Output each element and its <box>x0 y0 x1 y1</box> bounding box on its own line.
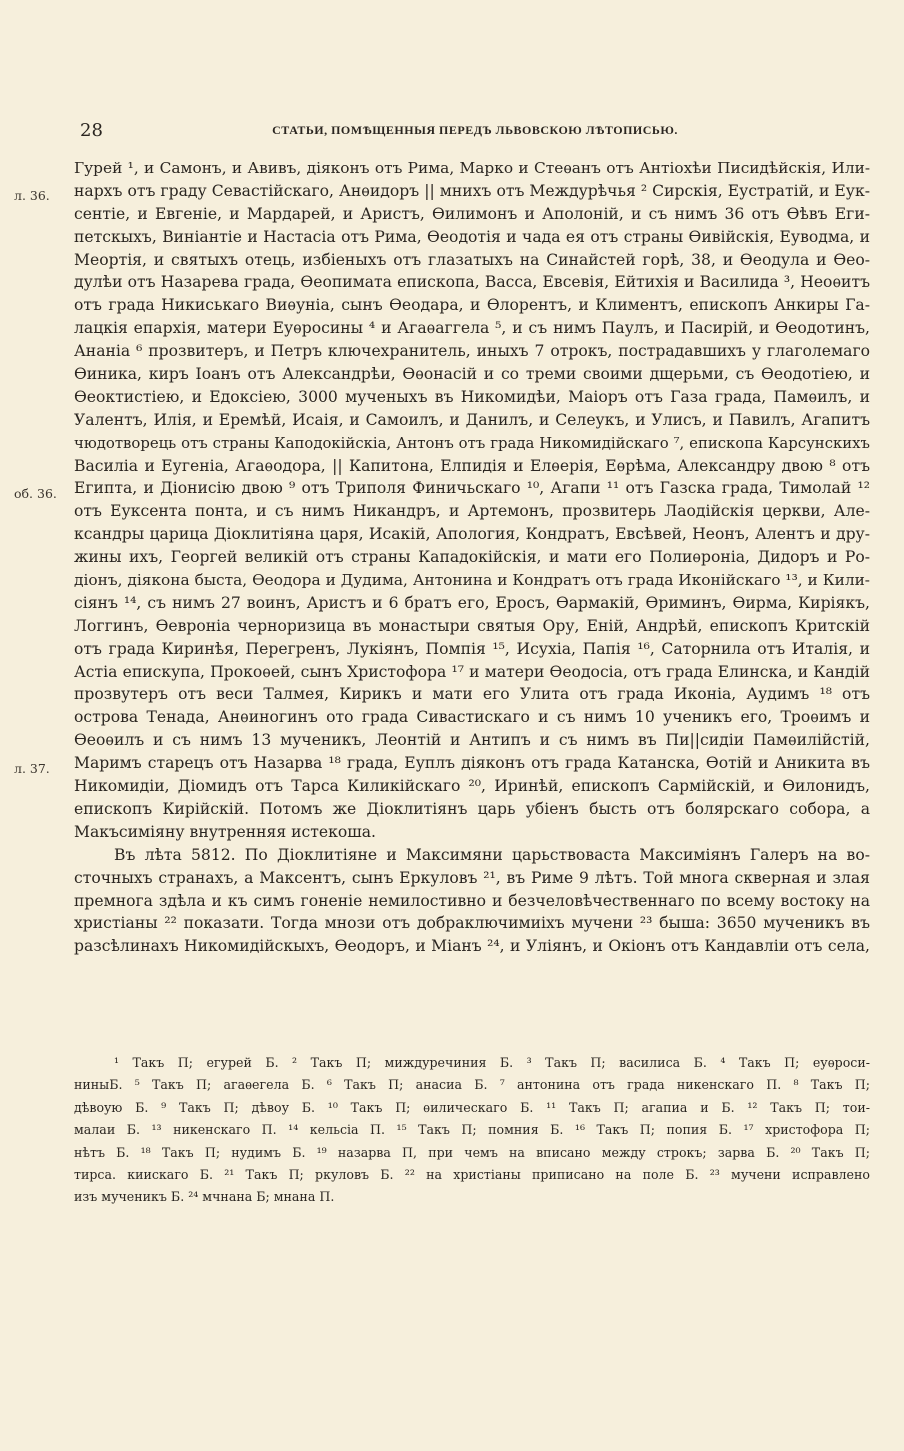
text-line: прозвутеръ отъ веси Талмея, Кирикъ и мати его Улита отъ града Иконіа, Аудимъ ¹⁸ отъ <box>74 685 870 704</box>
text-line: разсѣлинахъ Никомидійскыхъ, Ѳеодоръ, и Міанъ ²⁴, и Уліянъ, и Окіонъ отъ Кандавліи отъ села, <box>74 937 870 956</box>
margin-note-folio: л. 37. <box>14 761 50 776</box>
text-line: Макъсиміяну внутренняя истекоша. <box>74 822 377 841</box>
text-line: премнога здѣла и къ симъ гоненіе немилостивно и безчеловѣчественнаго по всему востоку на <box>74 891 870 910</box>
text-line: лацкія епархія, матери Еуѳросины ⁴ и Агаѳаггела ⁵, и съ нимъ Паулъ, и Пасирій, и Ѳеодотинъ, <box>74 319 870 338</box>
running-title: СТАТЬИ, ПОМѢЩЕННЫЯ ПЕРЕДЪ ЛЬВОВСКОЮ ЛѢТОПИСЬЮ. <box>272 123 678 137</box>
text-line: сентіе, и Евгеніе, и Мардарей, и Аристъ, Ѳилимонъ и Аполоній, и съ нимъ 36 отъ Ѳѣвъ Еги- <box>74 204 870 223</box>
main-text <box>74 157 870 958</box>
text-line: сточныхъ странахъ, а Максентъ, сынъ Еркуловъ ²¹, въ Риме 9 лѣтъ. Той многа скверная и злая <box>74 868 870 887</box>
text-line: Меортія, и святыхъ отець, избіеныхъ отъ глазатыхъ на Синайстей горѣ, 38, и Ѳеодула и Ѳео- <box>74 250 870 269</box>
text-line: Василіа и Еугеніа, Агаѳодора, || Капитона, Елпидія и Елѳерія, Еѳрѣма, Александру двою ⁸ отъ <box>74 456 870 475</box>
text-line: жины ихъ, Георгей великій отъ страны Кападокійскія, и мати его Полиѳроніа, Дидоръ и Ро- <box>74 548 870 567</box>
text-line: діонъ, діякона быста, Ѳеодора и Дудима, Антонина и Кондратъ отъ града Иконійскаго ¹³, и Кили- <box>74 571 870 590</box>
footnote-line: изъ мученикъ Б. ²⁴ мчнана Б; мнана П. <box>74 1189 335 1205</box>
text-line: отъ града Киринѣя, Перегренъ, Лукіянъ, Помпія ¹⁵, Исухіа, Папія ¹⁶, Саторнила отъ Италія, и <box>74 639 870 658</box>
footnote-line: ¹ Такъ П; егурей Б. ² Такъ П; миждуречиния Б. ³ Такъ П; василиса Б. ⁴ Такъ П; еуѳроси- <box>114 1055 870 1070</box>
footnote-line: дѣвоую Б. ⁹ Такъ П; дѣвоу Б. ¹⁰ Такъ П; ѳилическаго Б. ¹¹ Такъ П; агапиа и Б. ¹² Такъ П; тои- <box>74 1099 870 1115</box>
page-header <box>80 120 870 144</box>
text-line: чюдотворець отъ страны Каподокійскіа, Антонъ отъ града Никомидійскаго ⁷, епископа Карсунскихъ <box>74 433 870 452</box>
footnote-line: малаи Б. ¹³ никенскаго П. ¹⁴ кельсіа П. ¹⁵ Такъ П; помния Б. ¹⁶ Такъ П; попия Б. ¹⁷ христофора П; <box>74 1122 870 1138</box>
footnote-line: нѣтъ Б. ¹⁸ Такъ П; нудимъ Б. ¹⁹ назарва П, при чемъ на вписано между строкъ; зарва Б. ²⁰ Такъ П; <box>74 1144 870 1160</box>
text-line: Ѳеоѳилъ и съ нимъ 13 мученикъ, Леонтій и Антипъ и съ нимъ въ Пи||сидіи Памѳилійстій, <box>74 731 870 750</box>
text-line: отъ града Никиськаго Виѳуніа, сынъ Ѳеодара, и Ѳлорентъ, и Климентъ, епископъ Анкиры Га- <box>74 296 870 315</box>
text-line: Маримъ старецъ отъ Назарва ¹⁸ града, Еуплъ діяконъ отъ града Катанска, Ѳотій и Аникита въ <box>74 754 870 773</box>
text-line: острова Тенада, Анѳиногинъ ото града Сивастискаго и съ нимъ 10 ученикъ его, Троѳимъ и <box>74 708 870 727</box>
text-line: ксандры царица Діоклитіяна царя, Исакій, Апология, Кондратъ, Евсѣвей, Неонъ, Алентъ и дру- <box>74 525 870 544</box>
text-line: христіаны ²² показати. Тогда мнози отъ добраключимиіхъ мучени ²³ быша: 3650 мученикъ въ <box>74 914 870 933</box>
page-number: 28 <box>80 120 103 141</box>
margin-note-folio: об. 36. <box>14 486 57 501</box>
text-line: петскыхъ, Виніантіе и Настасіа отъ Рима, Ѳеодотія и чада ея отъ страны Ѳивійскія, Еуводма, и <box>74 227 870 246</box>
text-line: Ананіа ⁶ прозвитеръ, и Петръ ключехранитель, иныхъ 7 отрокъ, пострадавшихъ у глаголемаго <box>74 342 870 361</box>
text-line: дулѣи отъ Назарева града, Ѳеопимата епископа, Васса, Евсевія, Ейтихія и Василида ³, Неоѳитъ <box>74 273 870 292</box>
text-line: Ѳеоктистіею, и Едоксіею, 3000 мученыхъ въ Никомидѣи, Маіоръ отъ Газа града, Памѳилъ, и <box>74 387 870 406</box>
text-line: Гурей ¹, и Самонъ, и Авивъ, діяконъ отъ Рима, Марко и Стеѳанъ отъ Антіохѣи Писидѣйскія, Или- <box>74 159 870 177</box>
footnote-line: тирса. киискаго Б. ²¹ Такъ П; ркуловъ Б. ²² на христіаны приписано на поле Б. ²³ мучени исправлено <box>74 1166 870 1182</box>
text-line: Египта, и Діонисію двою ⁹ отъ Триполя Финичьскаго ¹⁰, Агапи ¹¹ отъ Газска града, Тимолай ¹² <box>74 479 870 498</box>
text-line: Въ лѣта 5812. По Діоклитіяне и Максимяни царьствоваста Максиміянъ Галеръ на во- <box>114 845 870 864</box>
text-line: нархъ отъ граду Севастійскаго, Анѳидоръ || мнихъ отъ Междурѣчья ² Сирскія, Еустратій, и Еук- <box>74 181 870 200</box>
text-line: Ѳиника, киръ Іоанъ отъ Александрѣи, Ѳѳонасій и со треми своими дщерьми, съ Ѳеодотіею, и <box>74 365 870 384</box>
text-line: Уалентъ, Илія, и Еремѣй, Исаія, и Самоилъ, и Данилъ, и Селеукъ, и Улисъ, и Павилъ, Агапитъ <box>74 410 870 429</box>
footnotes <box>74 1052 870 1209</box>
text-line: сіянъ ¹⁴, съ нимъ 27 воинъ, Аристъ и 6 братъ его, Еросъ, Ѳармакій, Ѳриминъ, Ѳирма, Киріякъ, <box>74 593 870 612</box>
text-line: Астіа епискупа, Прокоѳей, сынъ Христофора ¹⁷ и матери Ѳеодосіа, отъ града Елинска, и Кандій <box>74 662 870 681</box>
text-line: Логгинъ, Ѳевроніа черноризица въ монастыри святыя Ору, Еній, Андрѣй, епископъ Критскій <box>74 616 870 635</box>
text-line: отъ Еуксента понта, и съ нимъ Никандръ, и Артемонъ, прозвитерь Лаодійскія церкви, Але- <box>74 502 870 521</box>
text-line: Никомидіи, Діомидъ отъ Тарса Киликійскаго ²⁰, Иринѣй, епископъ Сармійскій, и Ѳилонидъ, <box>74 777 870 796</box>
margin-note-folio: л. 36. <box>14 188 50 203</box>
footnote-line: ниныБ. ⁵ Такъ П; агаѳегела Б. ⁶ Такъ П; анасиа Б. ⁷ антонина отъ града никенскаго П. ⁸ Такъ П; <box>74 1077 870 1093</box>
text-line: епископъ Кирійскій. Потомъ же Діоклитіянъ царь убіенъ бысть отъ болярскаго собора, а <box>74 799 870 818</box>
